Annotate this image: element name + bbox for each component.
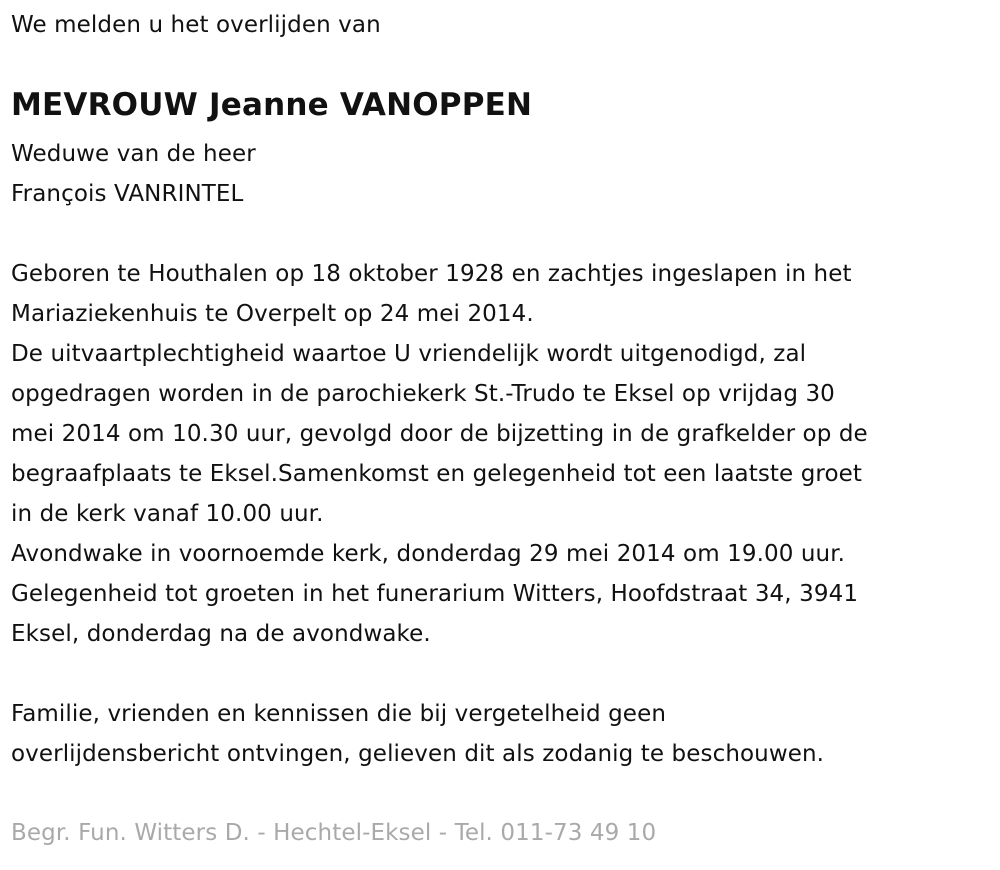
body-line: begraafplaats te Eksel.Samenkomst en gelegenheid tot een laatste groet <box>11 461 863 487</box>
closing-line: overlijdensbericht ontvingen, gelieven dit als zodanig te beschouwen. <box>11 741 825 767</box>
relation-line-2: François VANRINTEL <box>11 181 244 207</box>
body-line: Mariaziekenhuis te Overpelt op 24 mei 2014. <box>11 301 534 327</box>
funeral-home-footer: Begr. Fun. Witters D. - Hechtel-Eksel - Tel. 011-73 49 10 <box>11 820 657 846</box>
body-line: opgedragen worden in de parochiekerk St.-Trudo te Eksel op vrijdag 30 <box>11 381 835 407</box>
relation-line-1: Weduwe van de heer <box>11 141 256 167</box>
body-line: mei 2014 om 10.30 uur, gevolgd door de bijzetting in de grafkelder op de <box>11 421 868 447</box>
body-line: Gelegenheid tot groeten in het funerarium Witters, Hoofdstraat 34, 3941 <box>11 581 859 607</box>
body-line: Geboren te Houthalen op 18 oktober 1928 en zachtjes ingeslapen in het <box>11 261 852 287</box>
body-line: in de kerk vanaf 10.00 uur. <box>11 501 324 527</box>
body-line: Eksel, donderdag na de avondwake. <box>11 621 431 647</box>
body-line: Avondwake in voornoemde kerk, donderdag 29 mei 2014 om 19.00 uur. <box>11 541 846 567</box>
closing-line: Familie, vrienden en kennissen die bij vergetelheid geen <box>11 701 666 727</box>
intro-text: We melden u het overlijden van <box>11 12 381 38</box>
deceased-name: MEVROUW Jeanne VANOPPEN <box>11 87 533 123</box>
body-line: De uitvaartplechtigheid waartoe U vriendelijk wordt uitgenodigd, zal <box>11 341 807 367</box>
